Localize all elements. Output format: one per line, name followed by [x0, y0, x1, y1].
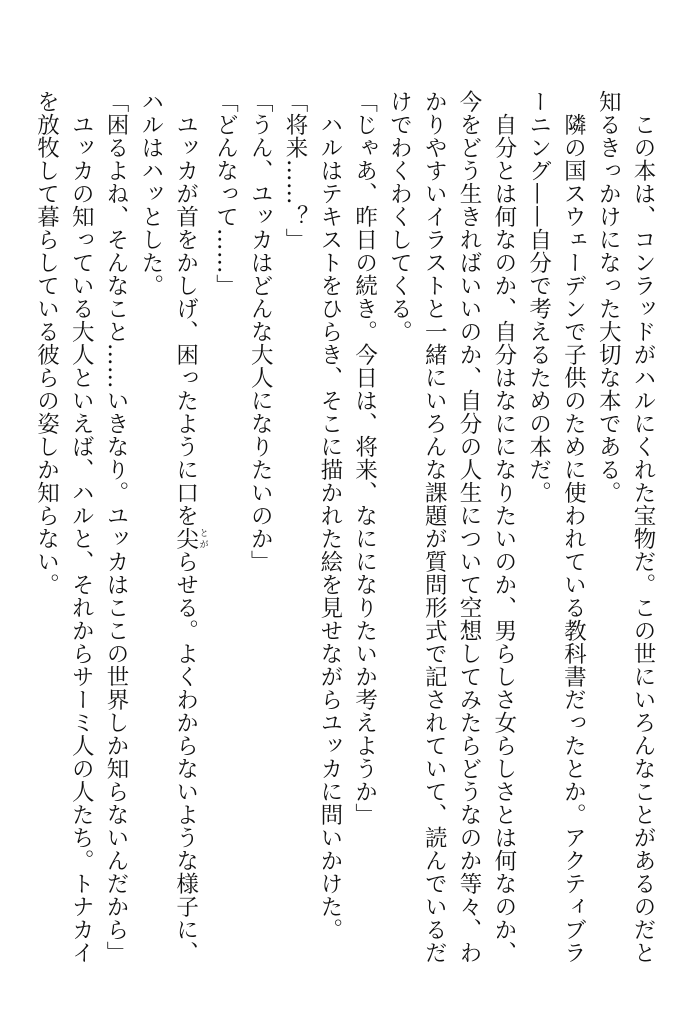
- dialogue-line-3: 「うん、ユッカはどんな大人になりたいのか」: [247, 90, 274, 573]
- paragraph-4: ハルはテキストをひらき、そこに描かれた絵を見せながらユッカに問いかけた。: [316, 112, 343, 941]
- paragraph-3: 自分とは何なのか、自分はなにになりたいのか、男らしさ女らしさとは何なのか、今をどう生きればいいのか、自分の人生について空想してみたらどうなのか等々、わかりやすいイラストと一緒にいろんな課題が質問形式で記されていて、読んでいるだけでわくわくしてくる。: [386, 90, 517, 964]
- paragraph-5: [133, 90, 208, 970]
- dialogue-line-5: 「困るよね、そんなこと……いきなり。ユッカはここの世界しか知らないんだから」: [103, 90, 130, 964]
- dialogue-line-1: 「じゃあ、昨日の続き。今日は、将来、なにになりたいか考えようか」: [351, 90, 378, 826]
- dialogue-line-4: 「どんなって……」: [212, 90, 239, 297]
- paragraph-5-before: ユッカが首をかしげ、困ったように口を: [172, 112, 199, 527]
- ruby-reading: とが: [197, 526, 208, 550]
- paragraph-1: この本は、コンラッドがハルにくれた宝物だ。この世にいろんなことがあるのだと知るきっかけになった大切な本である。: [595, 90, 656, 964]
- vertical-text-body: [20, 90, 660, 970]
- paragraph-2: 隣の国スウェーデンで子供のために使われている教科書だったとか。アクティブラーニング——自分で考えるための本だ。: [525, 90, 587, 964]
- paragraph-6: ユッカの知っている大人といえば、ハルと、それからサーミ人の人たち。トナカイを放牧して暮らしている彼らの姿しか知らない。: [33, 90, 95, 964]
- dialogue-line-2: 「将来……？」: [282, 90, 309, 251]
- ruby-base: 尖: [172, 526, 199, 550]
- ruby-word: [172, 526, 208, 550]
- paragraph-5-after: らせる。よくわからないような様子に、ハルはハッとした。: [137, 90, 199, 964]
